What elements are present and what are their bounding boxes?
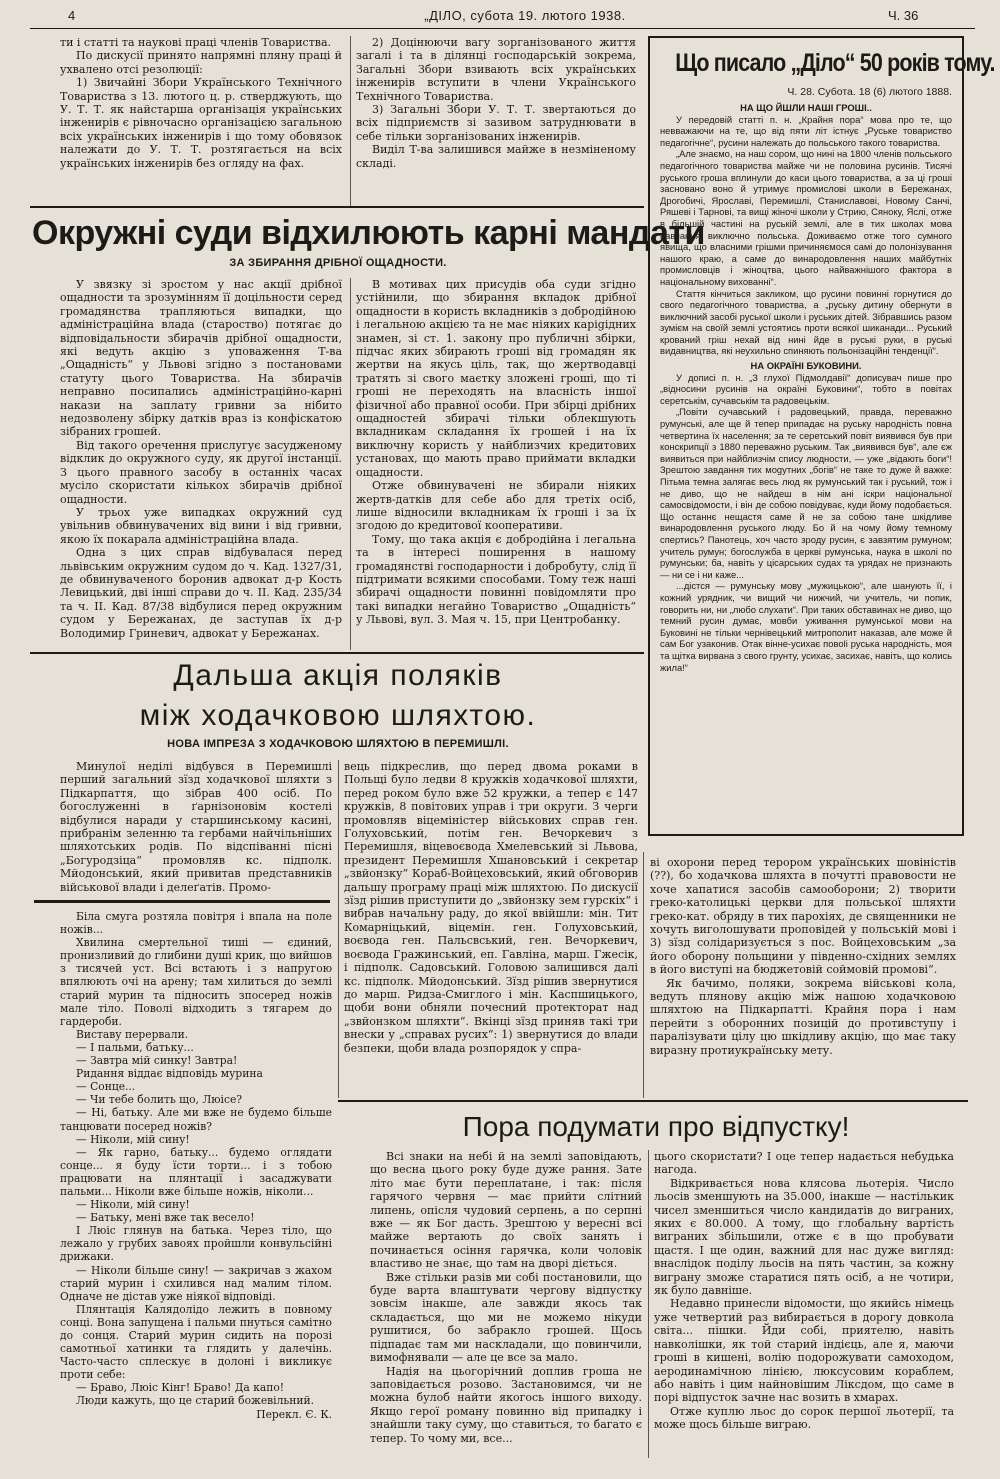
szlachta-headline-1: Дальша акція поляків: [173, 659, 503, 692]
courts-col-1: У звязку зі зростом у нас акції дрібної ощадности та зрозумінням її доцільности серед громадянства трапляються випадки, що адміністраційна влада (староство) потягає до відповідальности збирачів дрібної ощадности, які ведуть акцію з уповаження Т-ва „Ощадність“ у Львові згідно з постановами статуту цього Товариства. На збирачів неправно посипались адміністраційно-карні накази на заплату гривни за нібито недозволену збірку датків враз із конфіскатою зібраних грошей. Від такого оречення прислугує засудженому відклик до окружного суду, як другої інстанції. З цього правного засобу в останніх часах мусіло скористати кількох збирачів дрібної ощадности. У трьох уже випадках окружний суд увільнив обвинувачених від вини і від гривни, якою їх покарала адміністраційна влада. Одна з цих справ відбувалася перед львівським окружним судом до ч. Кад. 1327/31, де обвинуваченого боронив адвокат д-р Кость Левицький, дві інші справи до ч. II. Кад. 235/34 та ч. II. Кад. 87/38 відбулися перед окружним судом у Бережанах, де заступав їх д-р Володимир Гриневич, адвокат у Бережанах.: [60, 278, 342, 640]
vacation-headline: Пора подумати про відпустку!: [462, 1111, 850, 1142]
issue-number: Ч. 36: [888, 8, 919, 23]
courts-subheadline: ЗА ЗБИРАННЯ ДРІБНОЇ ОЩАДНОСТИ.: [229, 257, 447, 269]
vacation-col-2: цього скористати? І оце тепер надається небудька нагода. Відкривається нова клясова льотерія. Число льосів зменшують на 35.000, інакше — настількик чисел зменшиться число кандидатів до виграних, яких є 80.000. А тому, що глобальну вартість виграних збільшили, отже є в що пробувати щастя. І ще один, важний для нас дуже вигляд: внаслідок поділу льосів на пять частин, за кожну виграну зможе старатися пять осіб, а не чотири, як було давніше. Недавно принесли відомости, що якийсь німець уже четвертий раз вибирається в дорогу довкола світа... пішки. Йди собі, приятелю, навіть навколішки, як той старий індієць, але я, маючи гроші в кишені, волію подорожувати самоходом, аеродинамічною лінією, люксусовим кораблем, або навіть і цим найновішим Ліксдом, що саме в порі відпусток зачне нас возить в хмарах. Отже куплю льос до сорок першої льотерії, та може щось більше виграю.: [654, 1150, 954, 1432]
fifty-years-dateline: Ч. 28. Субота. 18 (6) лютого 1888.: [787, 86, 952, 98]
society-article-cont-right: 2) Доцінюючи вагу зорганізованого життя загалі і та в ділянці господарській зокрема, Загальні Збори взивають всіх українських інженирів вступити в члени Українського Технічного Товариства. 3) Загальні Збори У. Т. Т. звертаються до всіх підприємств зі зазивом затруднювати в себе тільки зорганізованих інженирів. Виділ Т-ва залишився майже в незміненому складі.: [356, 36, 636, 170]
story-signature: Перекл. Є. К.: [256, 1407, 332, 1421]
fifty-years-body: НА ЩО ЙШЛИ НАШІ ГРОШІ.. У передовій статті п. н. „Крайня пора“ мова про те, що невважаючи на те, що від пяти літ істнує „Руське товариство педагогічне“, русини належать до польського такого товариства. „Але знаємо, на наш сором, що нині на 1800 членів польського педагогічного товариства майже чи не половина русинів. Тисячі руського гроша вплинули до каси цього товариства, а за ці гроші засновано воно й утримує промислові школи в Бережанах, Дрогобичі, Ярославі, Перемишлі, Станиславові, Новому Санчі, Ряшеві і Тарнові, та вищі жіночі школи у Стрию, Сяноку, Яслі, отже в більшій частині на руській землі, але в тих школах мова навчання виключно польська. Доживаємо отже того сумного явища, що власними грішми причиняємося самі до полонізування нашого краю, а саме до винародовлення наших майбутніх промисловців і жіноцтва, цього найважнішого фактора в національному вихованні“. Стаття кінчиться закликом, що русини повинні горнутися до свого педагогічного товариства, а „руську дитину обернути в виключний засобі руської школи і руських дітей. Зібравшись разом зумієм на своїй землі устоятись проти всякої шиканади... Руський крований гріш нехай від нині йде в руські руки, в руські видавництва, які неухильно спиняють польонізаційні тенденції“. НА ОКРАЇНІ БУКОВИНИ. У дописі п. н. „З глухої Підмолдавії“ дописувач пише про „відносини русинів на окраїні Буковини“, тобто в повітах серетськім, сучавськім та радовецькім. „Повіти сучавський і радовецький, правда, переважно румунські, але ще й тепер припадає на руську народність повна четвертина їх населення; за те серетський повіт виявився був при конскрипції з 1880 переважно руським. Так „виявився був“, але єж виявиться при найблизчім спису людности, — уже „відають боги“! Зрештою завдання тих моgутних „богів“ не таке то дуже й важке: Пітьма темна залягає весь люд як румунський так і руський, тож і не диво, що не найдеш в нім ані іскри національної самосвідомости, і він де собою повідуває, куди йому подобається. Що останнє нещастя саме й не за собою тане шкідливе винародовлення руського люду. Бо й на чому йому темному спертись? Панотець, хоч часто зроду русин, є завзятим румуном; учитель румун; богослужба в церкві румунська, наука в школі по румунськи; ба, навіть у цісарських судах та урядах не признають — ни се і ни каже... ...дістся — румунську мову „мужицькою“, але шанують її, і кожний урядник, чи вищий чи нижчий, чи учитель, чи попик, говорить ни, ни „любо слухати“. При таких обставинах не диво, що темний русин думає, мовби уживання румунської мови на Буковині не тільки чернівецький митрополит наказав, але може й сам Бог узаконив. Отак вінне-усихає повolі руська народність, моя та щітка вирвана з свого грунту, усихає, засихає, навіть, що колись жила!“: [660, 102, 952, 673]
fifty-years-headline: Що писало „Діло“ 50 років тому.: [675, 49, 995, 77]
page-number: 4: [68, 8, 76, 23]
szlachta-subheadline: НОВА ІМПРЕЗА З ХОДАЧКОВОЮ ШЛЯХТОЮ В ПЕРЕМИШЛІ.: [167, 738, 509, 750]
story-text: Біла смуга розтяла повітря і впала на поле ножів... Хвилина смертельної тиші — єдиний, пронизливий до глибини душі крик, що вийшов з тисячей уст. Всі встають і з напругою впялюють очі на арену; там хилиться до землі старий мурин та підносить зпосеред ножів мале тіло. Поволі відходить з тягарем до гардероби. Виставу перервали. — І пальми, батьку... — Завтра мій синку! Завтра! Ридання віддає відповідь мурина — Сонце... — Чи тебе болить що, Люісе? — Ні, батьку. Але ми вже не будемо більше танцювати посеред ножів? — Ніколи, мій сину! — Як гарно, батьку... будемо оглядати сонце... я буду їсти торти... і з тобою працювати на плянтації і засаджувати пальми... Ніколи вже більше ножів, ніколи... — Ніколи, мій сину! — Батьку, мені вже так весело! І Люіс глянув на батька. Через тіло, що лежало у грубих завоях пройшли конвульсійні дрижаки. — Ніколи більше сину! — закричав з жахом старий мурин і схилився над малим тілом. Одначе не дістав уже ніякої відповіді. Плянтація Калядолідо лежить в повному сонці. Вона запущена і пальми пнуться самітно до сонця. Старий мурин сидить на порозі самотньої хатинки та глядить у далечінь. Часто-часто сплескує в долоні і викликує проти себе: — Браво, Люіс Кінг! Браво! Да капо! Люди кажуть, що це старий божевільний. Перекл. Є. К.: [60, 910, 332, 1421]
szlachta-col-2: вець підкреслив, що перед двома роками в Польщі було ледви 8 кружків ходачкової шляхти, перед роком було вже 52 кружки, а тепер є 147 кружків, 8 повітових управ і три округи. З черги промовляв віцеміністер військових справ ген. Голуховський, потім ген. Вечоркевич з Перемишля, віцевоєвода Хмелевський зі Львова, президент Перемишля Хшановський і секретар „звйонзку“ Кораб-Войцеховський, який обговорив дальшу програму праці між шляхтою. По дискусії зїзд рішив приступити до „звйонзку зем гурскіх“ і вибрав начальну раду, до якої ввійшли: мін. Тит Комарніцький, віцемін. ген. Голуховський, воєвода ген. Пальсвський, ген. Вечоркевич, воєвода Гражинський, еп. Гавліна, марш. Гжесік, і підполк. Садовський. Головою залишився далі кс. підполк. Мйодонський. Зїзд рішив звернутися до марш. Ридза-Смиглого і мін. Каспшицького, щоби вони обняли почесний протекторат над „звйонзком шляхти“. Вкінці зїзд приняв такі три внески у „справах русих“: 1) звернутися до влади безпеки, щоби влада розпорядок у спра-: [344, 760, 638, 1055]
society-article-cont-left: ти і статті та наукові праці членів Товариства. По дискусії принято напрямні пляну праці й ухвалено отсі резолюції: 1) Звичайні Збори Українського Технічного Товариства з 13. лютого ц. р. стверджують, що У. Т. Т. як найстарша організація українських інженирів є рівночасно організацією загальною всіх українських інженирів і що тому обовязок належати до У. Т. Т. розтягається на всіх українських інженирів без огляду на фах.: [60, 36, 342, 170]
fifty-years-ago-box: [648, 36, 995, 836]
szlachta-col-1: Минулої неділі відбувся в Перемишлі перший загальний зїзд ходачкової шляхти з Підкарпаття, що зібрав 400 осіб. По богослуженні в ґарнізоновім костелі відбулися наради у старшинському касині, прибранім зеленню та гербами найчільніших шляхотських родів. По відспіванні пісні „Богуродзіца“ промовляв кс. підполк. Мйодонський, який привитав представників військової влади і делеґатів. Промо-: [60, 760, 332, 894]
courts-headline: Окружні суди відхилюють карні мандати: [32, 214, 705, 252]
masthead: „ДІЛО, субота 19. лютого 1938.: [424, 8, 626, 23]
vacation-col-1: Всі знаки на небі й на землі заповідають, що весна цього року буде дуже рання. Зате літо має бути переплатане, і так: після гарячого червня — має прийти слітний липень, опісля чудовий серпень, а по серпні вже — як Бог дасть. Зрештою у вересні всі майже вертають до своїх занять і починається осіння гарячка, коли чоловік властиво не знає, що там на дворі діється. Вже стільки разів ми собі постановили, що буде варта влаштувати чергову відпустку зовсім інакше, але завжди якось так складається, що ми не можемо нікуди рушитися, бо забракло грошей. Щось підпадає там ми насклaдали, що повинчили, вимофнявали — але це все за мало. Надія на цьогорічний доплив гроша не заповідається розово. Застановимся, чи не можна булоб найти якогось іншого виходу. Якщо герої роману повинно від припадку і знайшли таку суму, що ставиться, то багато є тепер. То чому ми, все...: [370, 1150, 642, 1445]
szlachta-headline-2: між ходачковою шляхтою.: [139, 699, 537, 732]
courts-col-2: В мотивах цих присудів оба суди згідно устійнили, що збирання вкладок дрібної ощадности в користь вкладників з добродійною і легальною акцією та не має ніяких карigідних знамен, зі ст. 1. закону про публичні збірки, підчас яких збирають гроші від громадян як жертви на якусь ціль, так, що жертводавці тратять зі свого маєтку зложені гроші, що ті гроші не переходять на власність іншої фізичної або правної особи. При збірці дрібних ощадностей збирачі тільки облекшують вкладникам складання їх грошей і на їх виключну користь у найблизчих кредитових установах, що мають право приймати вкладки ощадности. Отже обвинувачені не збирали ніяких жертв-датків для себе або для третіх осіб, лише відносили вкладникам їх гроші і за їх згодою до кредитової кооперативи. Тому, що така акція є добродійна і легальна та в інтересі поширення в нашому громадянстві господарности і добробуту, слід її підтримати всякими способами. Тому теж наші збирачі ощадности повинні повідомляти про такі випадки негайно Товариство „Ощадність“ у Львові, вул. 3. Мая ч. 15, при Центробанку.: [356, 278, 636, 627]
szlachta-col-3: ві охорони перед терором українських шовіністів (??), бо ходачкова шляхта в почутті правовости не хоче хапатися засобів самооборони; 2) творити греко-католицькі церкви для польської шляхти греко-кат. обряду в тих парохіях, де священники не хочуть виголошувати проповідей у польській мові і 3) зїзд солідаризується з пос. Войцеховським „за його оборону польщини у південно-східних землях в його виступі на бюджетовій соймовій промові“. Як бачимо, поляки, зокрема військові кола, ведуть плянову акцію між нашою ходачковою шляхтою на Підкарпатті. Крайня пора і нам перейти з оборонних позицій до противступу і паралізувати цілу цю шкідливу акцію, що має таку виразну протиукраїнську мету.: [650, 856, 956, 1057]
